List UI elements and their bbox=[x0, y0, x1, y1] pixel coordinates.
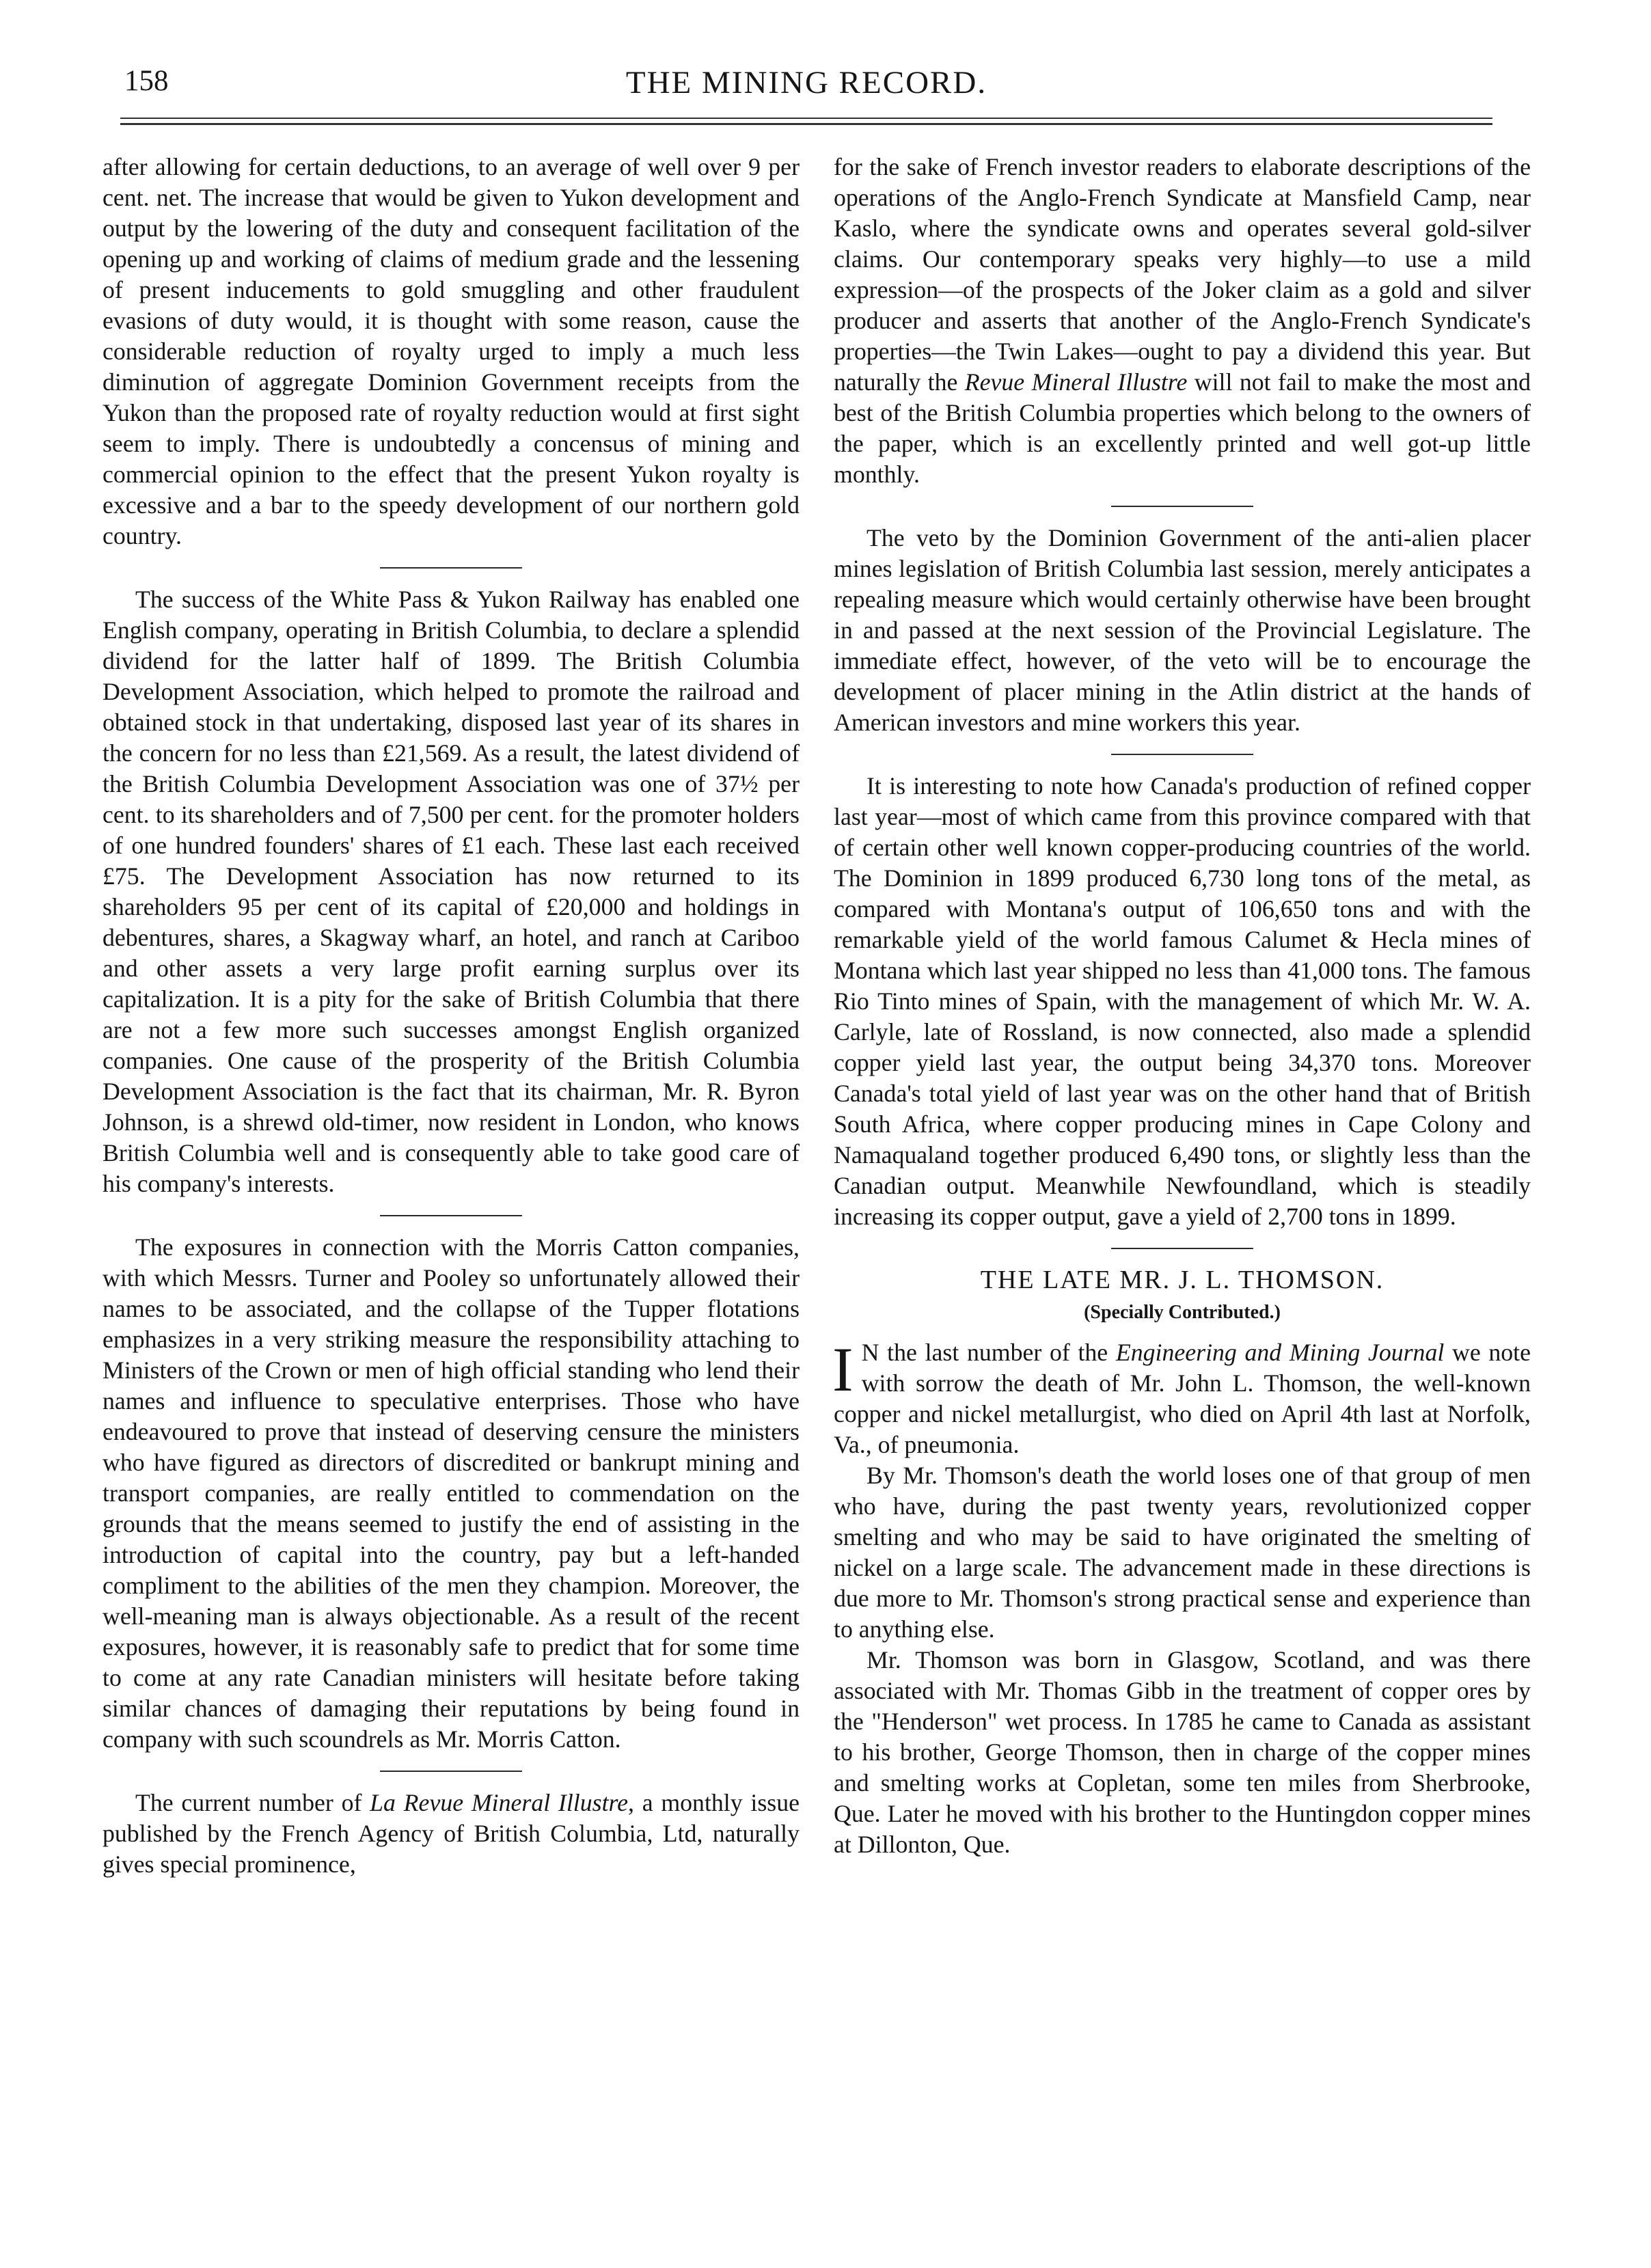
page-header bbox=[109, 64, 1503, 112]
text-span: will not fail to make the most and best of the British Columbia properties which belong to the owners of the paper, which is an excellently printed and well got-up little monthly. bbox=[834, 368, 1531, 488]
publication-title: Revue Mineral Illustre bbox=[964, 368, 1188, 396]
article-subtitle: (Specially Contributed.) bbox=[1084, 1302, 1281, 1323]
drop-cap: I bbox=[832, 1335, 854, 1404]
page-number: 158 bbox=[124, 65, 169, 97]
text-span: N the last number of the bbox=[861, 1339, 1116, 1366]
article-paragraph-legacy: By Mr. Thomson's death the world loses one of that group of men who have, during the past twenty years, revolutionized copper smelting and who may be said to have originated the smelting of nickel on a large scale. The advancement made in these directions is due more to Mr. Thomson's strong practical sense and experience than to anything else. bbox=[834, 1462, 1531, 1643]
paragraph-revue-mineral bbox=[103, 1788, 800, 1880]
paragraph-anglo-french bbox=[834, 152, 1531, 490]
section-divider bbox=[1111, 1248, 1253, 1249]
text-span: for the sake of French investor readers to elaborate descriptions of the operations of the Anglo-French Syndicate at Mansfield Camp, near Kaslo, where the syndicate owns and operates several gold-silver claims. Our contemporary speaks very highly—to use a mild expression—of the prospects of the Joker claim as a gold and silver producer and asserts that another of the Anglo-French Syndicate's properties—the Twin Lakes—ought to pay a dividend this year. But naturally the bbox=[834, 153, 1531, 396]
running-title: THE MINING RECORD. bbox=[625, 65, 987, 100]
article-paragraph-biography: Mr. Thomson was born in Glasgow, Scotland, and was there associated with Mr. Thomas Gibb in the treatment of copper ores by the "Henderson" wet process. In 1785 he came to Canada as assistant to his brother, George Thomson, then in charge of the copper mines and smelting works at Copletan, some ten miles from Sherbrooke, Que. Later he moved with his brother to the Huntingdon copper mines at Dillonton, Que. bbox=[834, 1646, 1531, 1858]
article-paragraph-intro bbox=[834, 1337, 1531, 1460]
section-divider bbox=[380, 1215, 522, 1216]
publication-title: Engineering and Mining Journal bbox=[1115, 1339, 1445, 1366]
text-span: The current number of bbox=[135, 1789, 370, 1816]
paragraph-yukon-royalty: after allowing for certain deductions, to an average of well over 9 per cent. net. The increase that would be given to Yukon development and output by the lowering of the duty and consequent facilitation of the opening up and working of claims of medium grade and the lessening of present inducements to gold smuggling and other fraudulent evasions of duty would, it is thought with some reason, cause the considerable reduction of royalty urged to imply a much less diminution of aggregate Dominion Government receipts from the Yukon than the proposed rate of royalty reduction would at first sight seem to imply. There is undoubtedly a concensus of mining and commercial opinion to the effect that the present Yukon royalty is excessive and a bar to the speedy development of our northern gold country. bbox=[103, 153, 800, 549]
section-divider bbox=[1111, 754, 1253, 755]
publication-title: La Revue Mineral Illustre bbox=[370, 1789, 628, 1816]
paragraph-placer-veto: The veto by the Dominion Government of the anti-alien placer mines legislation of British Columbia last session, merely anticipates a repealing measure which would certainly otherwise have been brought in and passed at the next session of the Provincial Legislature. The immediate effect, however, of the veto will be to encourage the development of placer mining in the Atlin district at the hands of American investors and mine workers this year. bbox=[834, 524, 1531, 736]
paragraph-copper-production: It is interesting to note how Canada's production of refined copper last year—most of which came from this province compared with that of certain other well known copper-producing countries of the world. The Dominion in 1899 produced 6,730 long tons of the metal, as compared with Montana's output of 106,650 tons and with the remarkable yield of the world famous Calumet & Hecla mines of Montana which last year shipped no less than 41,000 tons. The famous Rio Tinto mines of Spain, with the management of which Mr. W. A. Carlyle, late of Rossland, is now connected, also made a splendid copper yield last year, the output being 34,370 tons. Moreover Canada's total yield of last year was on the other hand that of British South Africa, where copper producing mines in Cape Colony and Namaqualand together produced 6,490 tons, or slightly less than the Canadian output. Meanwhile Newfoundland, which is steadily increasing its copper output, gave a yield of 2,700 tons in 1899. bbox=[834, 772, 1531, 1230]
section-divider bbox=[1111, 506, 1253, 507]
header-rule-double bbox=[120, 123, 1492, 125]
text-span: , a monthly issue published by the French Agency of British Columbia, Ltd, naturally gives special prominence, bbox=[103, 1789, 800, 1878]
right-column bbox=[834, 152, 1531, 1860]
paragraph-morris-catton: The exposures in connection with the Morris Catton companies, with which Messrs. Turner and Pooley so unfortunately allowed their names to be associated, and the collapse of the Tupper flotations emphasizes in a very striking measure the responsibility attaching to Ministers of the Crown or men of high official standing who lend their names and influence to speculative enterprises. Those who have endeavoured to prove that instead of deserving censure the ministers who have figured as directors of discredited or bankrupt mining and transport companies, are really entitled to commendation on the grounds that the means seemed to justify the end of assisting in the introduction of capital into the country, pay but a left-handed compliment to the abilities of the men they champion. Moreover, the well-meaning man is always objectionable. As a result of the recent exposures, however, it is reasonably safe to predict that for some time to come at any rate Canadian ministers will hesitate before taking similar chances of damaging their reputations by being found in company with such scoundrels as Mr. Morris Catton. bbox=[103, 1233, 800, 1753]
section-divider bbox=[380, 567, 522, 569]
article-title: THE LATE MR. J. L. THOMSON. bbox=[980, 1266, 1384, 1294]
header-rule bbox=[120, 118, 1492, 119]
paragraph-white-pass-dividend: The success of the White Pass & Yukon Railway has enabled one English company, operating in British Columbia, to declare a splendid dividend for the latter half of 1899. The British Columbia Development Association, which helped to promote the railroad and obtained stock in that undertaking, disposed last year of its shares in the concern for no less than £21,569. As a result, the latest dividend of the British Columbia Development Association was one of 37½ per cent. to its shareholders and of 7,500 per cent. for the promoter holders of one hundred founders' shares of £1 each. These last each received £75. The Development Association has now returned to its shareholders 95 per cent of its capital of £20,000 and holdings in debentures, shares, a Skagway wharf, an hotel, and ranch at Cariboo and other assets a very large profit earning surplus over its capitalization. It is a pity for the sake of British Columbia that there are not a few more such successes amongst English organized companies. One cause of the prosperity of the British Columbia Development Association is the fact that its chairman, Mr. R. Byron Johnson, is a shrewd old-timer, now resident in London, who knows British Columbia well and is consequently able to take good care of his company's interests. bbox=[103, 586, 800, 1197]
section-divider bbox=[380, 1771, 522, 1772]
text-span: we note with sorrow the death of Mr. John L. Thomson, the well-known copper and nickel metallurgist, who died on April 4th last at Norfolk, Va., of pneumonia. bbox=[834, 1339, 1531, 1458]
left-column bbox=[103, 152, 800, 1880]
